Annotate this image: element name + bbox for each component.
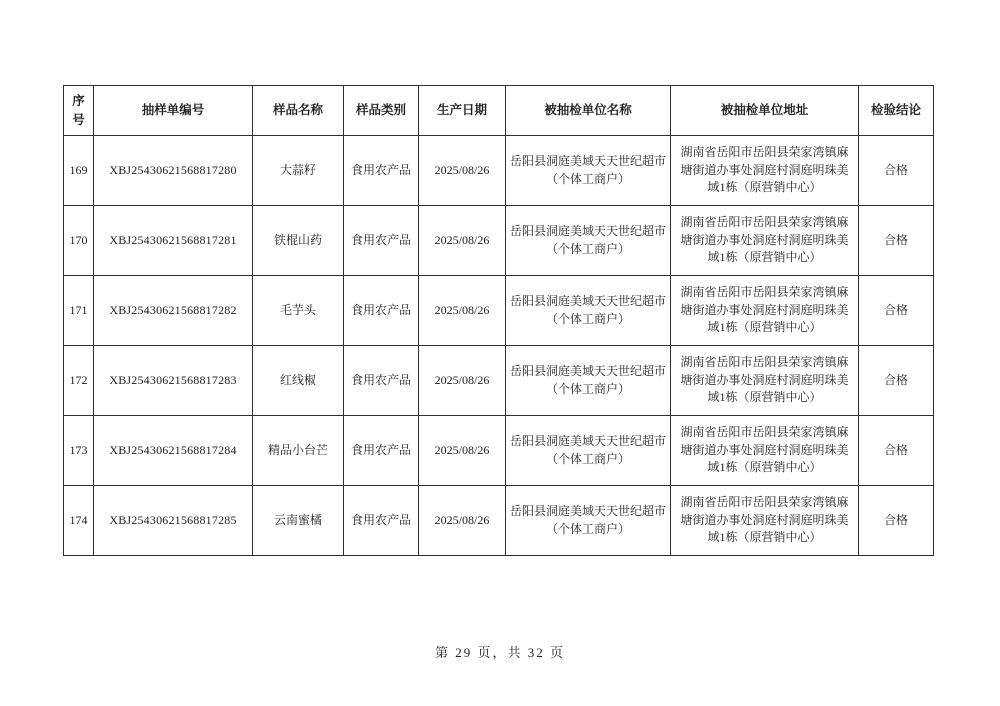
sample-name-cell: 铁棍山药 [253, 206, 344, 276]
production-date-cell: 2025/08/26 [419, 136, 506, 206]
unit-name-cell: 岳阳县洞庭美域天天世纪超市（个体工商户） [506, 416, 671, 486]
result-cell: 合格 [859, 486, 934, 556]
unit-name-cell: 岳阳县洞庭美域天天世纪超市（个体工商户） [506, 486, 671, 556]
production-date-cell: 2025/08/26 [419, 206, 506, 276]
table-row [64, 276, 934, 346]
serial-number-cell: 174 [64, 486, 94, 556]
serial-number-cell: 172 [64, 346, 94, 416]
unit-name-cell: 岳阳县洞庭美域天天世纪超市（个体工商户） [506, 136, 671, 206]
sample-category-cell: 食用农产品 [344, 136, 419, 206]
production-date-cell: 2025/08/26 [419, 346, 506, 416]
header-sample-category: 样品类别 [344, 86, 419, 136]
sampling-code-cell: XBJ25430621568817284 [94, 416, 253, 486]
sampling-code-cell: XBJ25430621568817280 [94, 136, 253, 206]
result-cell: 合格 [859, 416, 934, 486]
sample-name-cell: 精品小台芒 [253, 416, 344, 486]
unit-name-cell: 岳阳县洞庭美域天天世纪超市（个体工商户） [506, 346, 671, 416]
serial-number-cell: 171 [64, 276, 94, 346]
sample-name-cell: 红线椒 [253, 346, 344, 416]
serial-number-cell: 169 [64, 136, 94, 206]
sample-category-cell: 食用农产品 [344, 486, 419, 556]
production-date-cell: 2025/08/26 [419, 486, 506, 556]
sample-category-cell: 食用农产品 [344, 276, 419, 346]
sample-category-cell: 食用农产品 [344, 416, 419, 486]
unit-name-cell: 岳阳县洞庭美域天天世纪超市（个体工商户） [506, 276, 671, 346]
sampling-code-cell: XBJ25430621568817285 [94, 486, 253, 556]
header-unit-name: 被抽检单位名称 [506, 86, 671, 136]
sample-category-cell: 食用农产品 [344, 346, 419, 416]
header-unit-address: 被抽检单位地址 [671, 86, 859, 136]
table-header-row [64, 86, 934, 136]
unit-address-cell: 湖南省岳阳市岳阳县荣家湾镇麻塘街道办事处洞庭村洞庭明珠美域1栋（原营销中心） [671, 276, 859, 346]
table-row [64, 346, 934, 416]
unit-address-cell: 湖南省岳阳市岳阳县荣家湾镇麻塘街道办事处洞庭村洞庭明珠美域1栋（原营销中心） [671, 136, 859, 206]
sample-category-cell: 食用农产品 [344, 206, 419, 276]
table-row [64, 136, 934, 206]
sampling-code-cell: XBJ25430621568817283 [94, 346, 253, 416]
header-serial-number: 序号 [64, 86, 94, 136]
result-cell: 合格 [859, 346, 934, 416]
result-cell: 合格 [859, 206, 934, 276]
serial-number-cell: 170 [64, 206, 94, 276]
sampling-code-cell: XBJ25430621568817282 [94, 276, 253, 346]
result-cell: 合格 [859, 276, 934, 346]
table-row [64, 416, 934, 486]
sample-name-cell: 大蒜籽 [253, 136, 344, 206]
header-result: 检验结论 [859, 86, 934, 136]
unit-name-cell: 岳阳县洞庭美域天天世纪超市（个体工商户） [506, 206, 671, 276]
sample-name-cell: 毛芋头 [253, 276, 344, 346]
header-production-date: 生产日期 [419, 86, 506, 136]
production-date-cell: 2025/08/26 [419, 416, 506, 486]
unit-address-cell: 湖南省岳阳市岳阳县荣家湾镇麻塘街道办事处洞庭村洞庭明珠美域1栋（原营销中心） [671, 486, 859, 556]
production-date-cell: 2025/08/26 [419, 276, 506, 346]
table-row [64, 206, 934, 276]
header-sampling-code: 抽样单编号 [94, 86, 253, 136]
table-row [64, 486, 934, 556]
unit-address-cell: 湖南省岳阳市岳阳县荣家湾镇麻塘街道办事处洞庭村洞庭明珠美域1栋（原营销中心） [671, 416, 859, 486]
inspection-results-table [63, 85, 934, 556]
header-sample-name: 样品名称 [253, 86, 344, 136]
page-number-footer: 第 29 页，共 32 页 [434, 645, 565, 660]
sample-name-cell: 云南蜜橘 [253, 486, 344, 556]
unit-address-cell: 湖南省岳阳市岳阳县荣家湾镇麻塘街道办事处洞庭村洞庭明珠美域1栋（原营销中心） [671, 206, 859, 276]
serial-number-cell: 173 [64, 416, 94, 486]
unit-address-cell: 湖南省岳阳市岳阳县荣家湾镇麻塘街道办事处洞庭村洞庭明珠美域1栋（原营销中心） [671, 346, 859, 416]
result-cell: 合格 [859, 136, 934, 206]
sampling-code-cell: XBJ25430621568817281 [94, 206, 253, 276]
